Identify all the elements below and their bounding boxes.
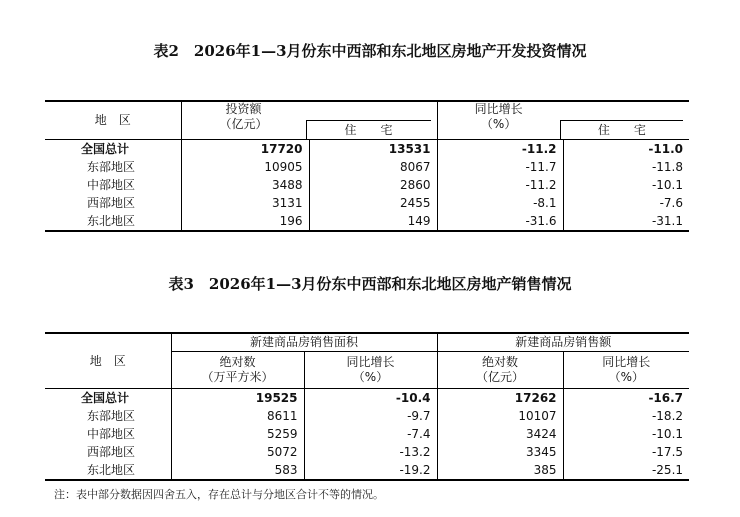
yoy-cell: -31.6 (437, 212, 563, 231)
table-row (45, 194, 689, 212)
yoy-residential-cell: -11.0 (563, 139, 689, 158)
header-yoy-residential: 住 宅 (560, 120, 683, 139)
footnote: 注：表中部分数据因四舍五入，存在总计与分地区合计不等的情况。 (54, 488, 384, 501)
region-cell: 东部地区 (87, 159, 136, 174)
sales-yoy-cell: -25.1 (563, 461, 689, 480)
header-absolute-label: 绝对数 (219, 355, 256, 369)
residential-cell: 13531 (309, 139, 437, 158)
yoy-residential-cell: -7.6 (563, 194, 689, 212)
yoy-cell: -11.2 (437, 139, 563, 158)
table3-title: 表3 2026年1—3月份东中西部和东北地区房地产销售情况 (168, 275, 572, 293)
header-area-yoy (304, 352, 437, 389)
sales-yoy-cell: -16.7 (563, 389, 689, 408)
table-row (45, 212, 689, 231)
table-row (45, 389, 689, 408)
region-cell: 西部地区 (87, 445, 136, 459)
header-pct-unit: （%） (352, 370, 389, 384)
area-yoy-cell: -10.4 (304, 389, 437, 408)
header-area-unit: （万平方米） (201, 370, 274, 384)
residential-cell: 149 (309, 212, 437, 231)
investment-cell: 3488 (181, 176, 309, 194)
header-investment-unit: （亿元） (219, 117, 268, 131)
region-cell: 东北地区 (87, 463, 136, 477)
header-region: 地 区 (89, 353, 126, 368)
table-row (45, 158, 689, 176)
table2-title: 表2 2026年1—3月份东中西部和东北地区房地产开发投资情况 (153, 42, 587, 60)
header-sales-yoy (563, 352, 689, 389)
yoy-cell: -11.2 (437, 176, 563, 194)
region-cell: 中部地区 (87, 177, 136, 192)
investment-cell: 3131 (181, 194, 309, 212)
investment-cell: 196 (181, 212, 309, 231)
yoy-cell: -8.1 (437, 194, 563, 212)
table-row (45, 407, 689, 425)
region-cell: 东部地区 (87, 409, 136, 423)
table-row (45, 425, 689, 443)
header-sales-unit: （亿元） (476, 370, 525, 384)
header-yoy-label: 同比增长 (474, 102, 523, 116)
yoy-residential-cell: -10.1 (563, 176, 689, 194)
table-row (45, 461, 689, 480)
investment-cell: 17720 (181, 139, 309, 158)
area-cell: 5072 (171, 443, 304, 461)
sales-table (45, 332, 689, 481)
sales-yoy-cell: -17.5 (563, 443, 689, 461)
header-yoy-unit: （%） (480, 117, 517, 131)
region-cell: 西部地区 (87, 195, 136, 210)
sales-cell: 17262 (437, 389, 563, 408)
header-investment-label: 投资额 (225, 102, 262, 116)
area-cell: 5259 (171, 425, 304, 443)
yoy-residential-cell: -11.8 (563, 158, 689, 176)
sales-cell: 3424 (437, 425, 563, 443)
area-yoy-cell: -7.4 (304, 425, 437, 443)
yoy-residential-cell: -31.1 (563, 212, 689, 231)
area-cell: 19525 (171, 389, 304, 408)
investment-table (45, 100, 689, 232)
sales-cell: 3345 (437, 443, 563, 461)
region-cell: 中部地区 (87, 427, 136, 441)
header-residential: 住 宅 (306, 120, 431, 139)
residential-cell: 8067 (309, 158, 437, 176)
yoy-cell: -11.7 (437, 158, 563, 176)
table-row (45, 443, 689, 461)
area-yoy-cell: -13.2 (304, 443, 437, 461)
table-row (45, 139, 689, 158)
sales-cell: 10107 (437, 407, 563, 425)
header-area-group: 新建商品房销售面积 (171, 333, 437, 352)
area-cell: 583 (171, 461, 304, 480)
header-area-absolute (171, 352, 304, 389)
region-cell: 全国总计 (45, 139, 181, 158)
investment-cell: 10905 (181, 158, 309, 176)
header-investment (181, 101, 437, 139)
header-sales-absolute (437, 352, 563, 389)
header-absolute-label: 绝对数 (482, 355, 519, 369)
header-yoy-label: 同比增长 (346, 355, 395, 369)
table-row (45, 176, 689, 194)
area-yoy-cell: -9.7 (304, 407, 437, 425)
sales-yoy-cell: -18.2 (563, 407, 689, 425)
header-region: 地 区 (94, 112, 131, 127)
header-yoy (437, 101, 689, 139)
area-yoy-cell: -19.2 (304, 461, 437, 480)
header-yoy-label: 同比增长 (602, 355, 651, 369)
header-sales-group: 新建商品房销售额 (437, 333, 689, 352)
residential-cell: 2860 (309, 176, 437, 194)
header-pct-unit: （%） (608, 370, 644, 384)
region-cell: 全国总计 (45, 389, 171, 408)
residential-cell: 2455 (309, 194, 437, 212)
sales-yoy-cell: -10.1 (563, 425, 689, 443)
sales-cell: 385 (437, 461, 563, 480)
area-cell: 8611 (171, 407, 304, 425)
region-cell: 东北地区 (87, 213, 136, 228)
